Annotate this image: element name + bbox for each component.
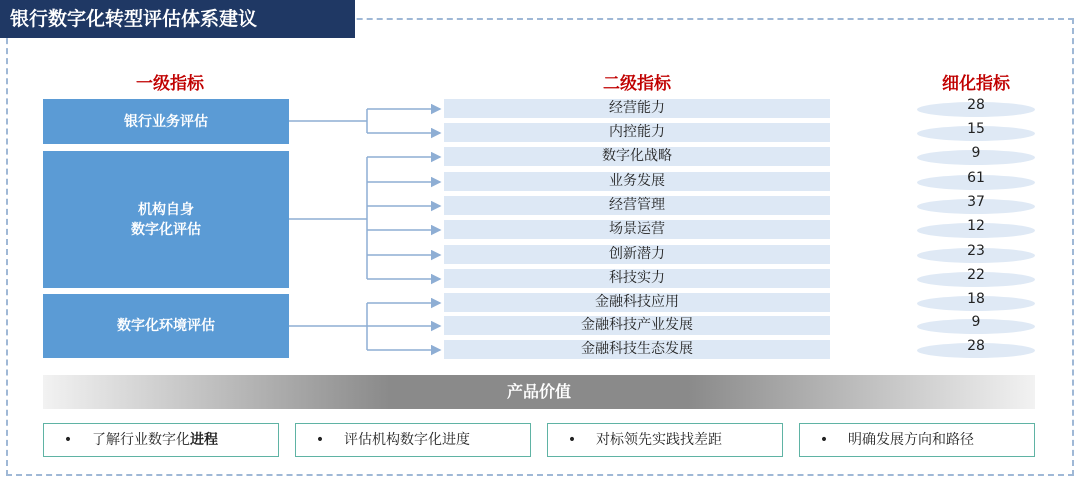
detail-count: 23 bbox=[967, 243, 985, 259]
level2-item: 经营管理 bbox=[444, 196, 830, 215]
level2-item: 业务发展 bbox=[444, 172, 830, 191]
level2-item: 金融科技生态发展 bbox=[444, 340, 830, 359]
value-item bbox=[799, 423, 1035, 457]
value-text-bold: 进程 bbox=[190, 432, 218, 448]
header-level2: 二级指标 bbox=[603, 74, 671, 94]
value-text: 明确发展方向和路径 bbox=[848, 432, 974, 448]
detail-count: 12 bbox=[967, 218, 985, 234]
detail-count: 61 bbox=[967, 170, 985, 186]
level2-item: 金融科技应用 bbox=[444, 293, 830, 312]
level1-institution-digital: 机构自身 数字化评估 bbox=[43, 151, 289, 288]
level2-item: 数字化战略 bbox=[444, 147, 830, 166]
level2-item: 创新潜力 bbox=[444, 245, 830, 264]
level2-item: 经营能力 bbox=[444, 99, 830, 118]
detail-count: 9 bbox=[971, 145, 981, 161]
detail-count: 18 bbox=[967, 291, 985, 307]
value-item bbox=[547, 423, 783, 457]
header-detail: 细化指标 bbox=[942, 74, 1010, 94]
bullet: • bbox=[315, 432, 325, 448]
value-text: 了解行业数字化 bbox=[92, 432, 190, 448]
detail-count: 15 bbox=[967, 121, 985, 137]
header-level1: 一级指标 bbox=[136, 74, 204, 94]
value-item bbox=[295, 423, 531, 457]
detail-count: 22 bbox=[967, 267, 985, 283]
level2-item: 场景运营 bbox=[444, 220, 830, 239]
detail-count: 37 bbox=[967, 194, 985, 210]
detail-count: 28 bbox=[967, 338, 985, 354]
value-bar: 产品价值 bbox=[43, 375, 1035, 409]
level2-item: 金融科技产业发展 bbox=[444, 316, 830, 335]
page-title: 银行数字化转型评估体系建议 bbox=[0, 0, 355, 38]
level2-item: 科技实力 bbox=[444, 269, 830, 288]
bullet: • bbox=[63, 432, 73, 448]
level1-bank-business: 银行业务评估 bbox=[43, 99, 289, 144]
level1-environment: 数字化环境评估 bbox=[43, 294, 289, 358]
value-text: 评估机构数字化进度 bbox=[344, 432, 470, 448]
level2-item: 内控能力 bbox=[444, 123, 830, 142]
detail-count: 9 bbox=[971, 314, 981, 330]
bullet: • bbox=[819, 432, 829, 448]
value-text: 对标领先实践找差距 bbox=[596, 432, 722, 448]
bullet: • bbox=[567, 432, 577, 448]
detail-count: 28 bbox=[967, 97, 985, 113]
value-item bbox=[43, 423, 279, 457]
